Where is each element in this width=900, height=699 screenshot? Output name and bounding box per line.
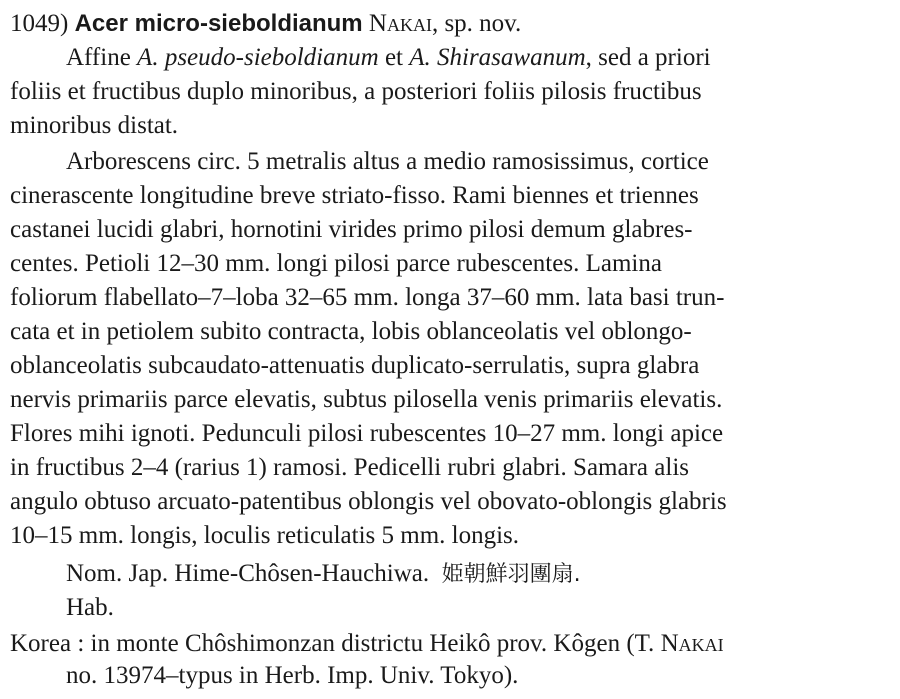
species-reference-1: A. pseudo-sieboldianum [137,44,379,71]
diagnosis-line-3: minoribus distat. [10,112,179,139]
species-author: Nakai [368,10,432,37]
japanese-name-line [66,558,581,591]
description-line-4: centes. Petioli 12–30 mm. longi pilosi parce rubescentes. Lamina [10,250,662,277]
description-line-9: Flores mihi ignoti. Pedunculi pilosi rubescentes 10–27 mm. longi apice [10,420,724,447]
description-line-11: angulo obtuso arcuato-patentibus oblongis vel obovato-oblongis glabris [10,488,727,515]
diagnosis-line-2: foliis et fructibus duplo minoribus, a posteriori foliis pilosis fructibus [10,78,702,105]
species-number: 1049) [10,10,69,37]
habitat-text: Korea : in monte Chôshimonzan districtu Heikô prov. Kôgen (T. [10,630,661,657]
description-line-5: foliorum flabellato–7–loba 32–65 mm. longa 37–60 mm. lata basi trun- [10,284,725,311]
diagnosis-text: et [378,44,410,71]
habitat-label: Hab. [66,594,114,621]
diagnosis-line-1 [66,42,711,74]
description-line-1: Arborescens circ. 5 metralis altus a medio ramosissimus, cortice [66,148,709,175]
diagnosis-text: Affine [66,44,138,71]
species-name: Acer micro-sieboldianum [74,10,363,37]
habitat-line-2: no. 13974–typus in Herb. Imp. Univ. Tokyo). [66,662,519,689]
description-line-12: 10–15 mm. longis, loculis reticulatis 5 mm. longis. [10,522,520,549]
collector-name: Nakai [660,630,724,657]
description-line-10: in fructibus 2–4 (rarius 1) ramosi. Pedicelli rubri glabri. Samara alis [10,454,689,481]
description-line-6: cata et in petiolem subito contracta, lobis oblanceolatis vel oblongo- [10,318,692,345]
description-line-2: cinerascente longitudine breve striato-fisso. Rami biennes et triennes [10,182,699,209]
japanese-name-kanji: 姫朝鮮羽團扇. [441,562,581,587]
species-reference-2: A. Shirasawanum [409,44,586,71]
habitat-line-1 [10,628,724,660]
description-line-3: castanei lucidi glabri, hornotini virides primo pilosi demum glabres- [10,216,693,243]
description-line-7: oblanceolatis subcaudato-attenuatis duplicato-serrulatis, supra glabra [10,352,700,379]
diagnosis-text: , sed a priori [585,44,711,71]
species-status: , sp. nov. [431,10,522,37]
species-heading [10,8,521,40]
japanese-name: Nom. Jap. Hime-Chôsen-Hauchiwa. [66,560,430,587]
description-line-8: nervis primariis parce elevatis, subtus pilosella venis primariis elevatis. [10,386,723,413]
